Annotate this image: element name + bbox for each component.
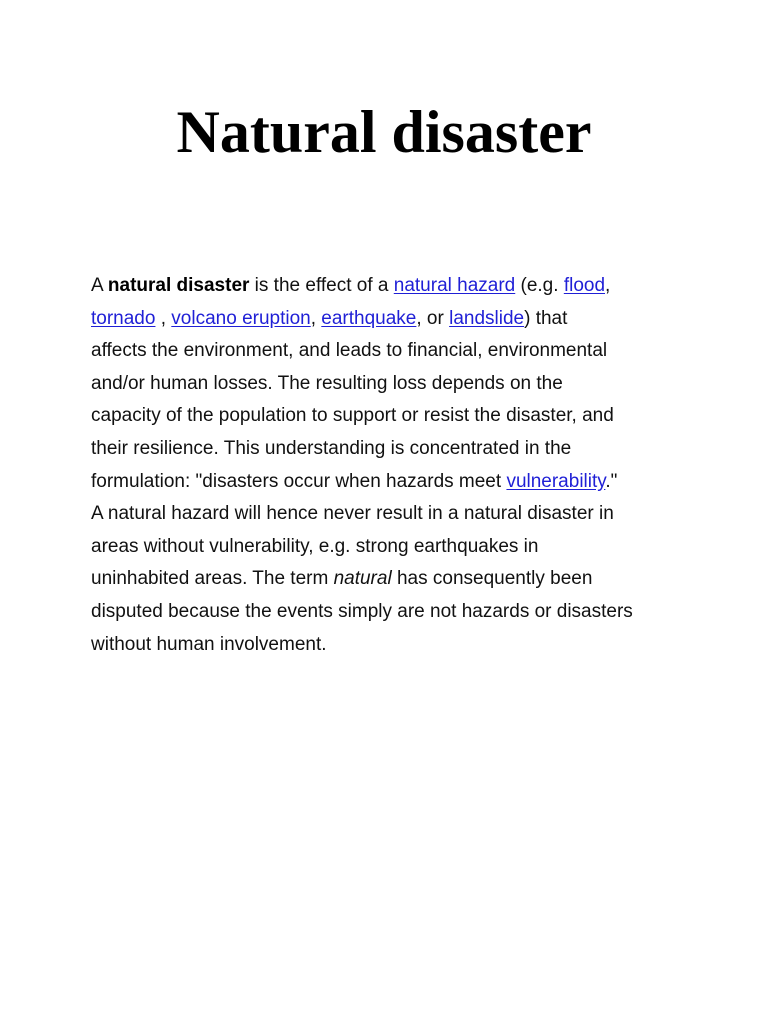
link-tornado[interactable]: tornado — [91, 307, 156, 329]
link-natural-hazard[interactable]: natural hazard — [393, 275, 516, 296]
text-line: affects the environment, and leads to financial, environmental — [91, 340, 608, 362]
link-landslide[interactable]: landslide — [449, 307, 525, 329]
body-paragraph — [91, 270, 691, 661]
link-vulnerability[interactable]: vulnerability — [506, 470, 606, 492]
text-line: disputed because the events simply are not hazards or disasters — [91, 600, 633, 622]
text-run: , or — [416, 307, 450, 329]
text-run: uninhabited areas. The term — [91, 568, 334, 590]
text-line: capacity of the population to support or resist the disaster, and — [91, 405, 614, 427]
text-run: formulation: "disasters occur when hazards meet — [91, 470, 507, 492]
italic-term: natural — [333, 568, 392, 590]
text-run: is the effect of a — [249, 275, 394, 296]
text-run: ) that — [524, 307, 568, 329]
text-run: , — [605, 275, 611, 296]
text-line: their resilience. This understanding is concentrated in the — [91, 437, 572, 459]
link-flood[interactable]: flood — [563, 275, 606, 296]
text-run: , — [310, 307, 322, 329]
text-run: A — [91, 275, 108, 296]
text-line: and/or human losses. The resulting loss depends on the — [91, 372, 563, 394]
text-line: areas without vulnerability, e.g. strong earthquakes in — [91, 535, 539, 557]
text-run: (e.g. — [515, 275, 564, 296]
link-earthquake[interactable]: earthquake — [321, 307, 417, 329]
text-line — [91, 270, 691, 303]
text-run: ." — [605, 470, 618, 492]
text-line: without human involvement. — [91, 633, 327, 655]
text-line — [91, 466, 691, 499]
bold-term: natural disaster — [107, 275, 250, 296]
text-run: , — [155, 307, 172, 329]
page-title: Natural disaster — [176, 99, 592, 165]
link-volcano-eruption[interactable]: volcano eruption — [171, 307, 311, 329]
text-run: has consequently been — [391, 568, 593, 590]
text-line: A natural hazard will hence never result in a natural disaster in — [91, 503, 614, 525]
text-line — [91, 303, 691, 336]
text-line — [91, 563, 691, 596]
